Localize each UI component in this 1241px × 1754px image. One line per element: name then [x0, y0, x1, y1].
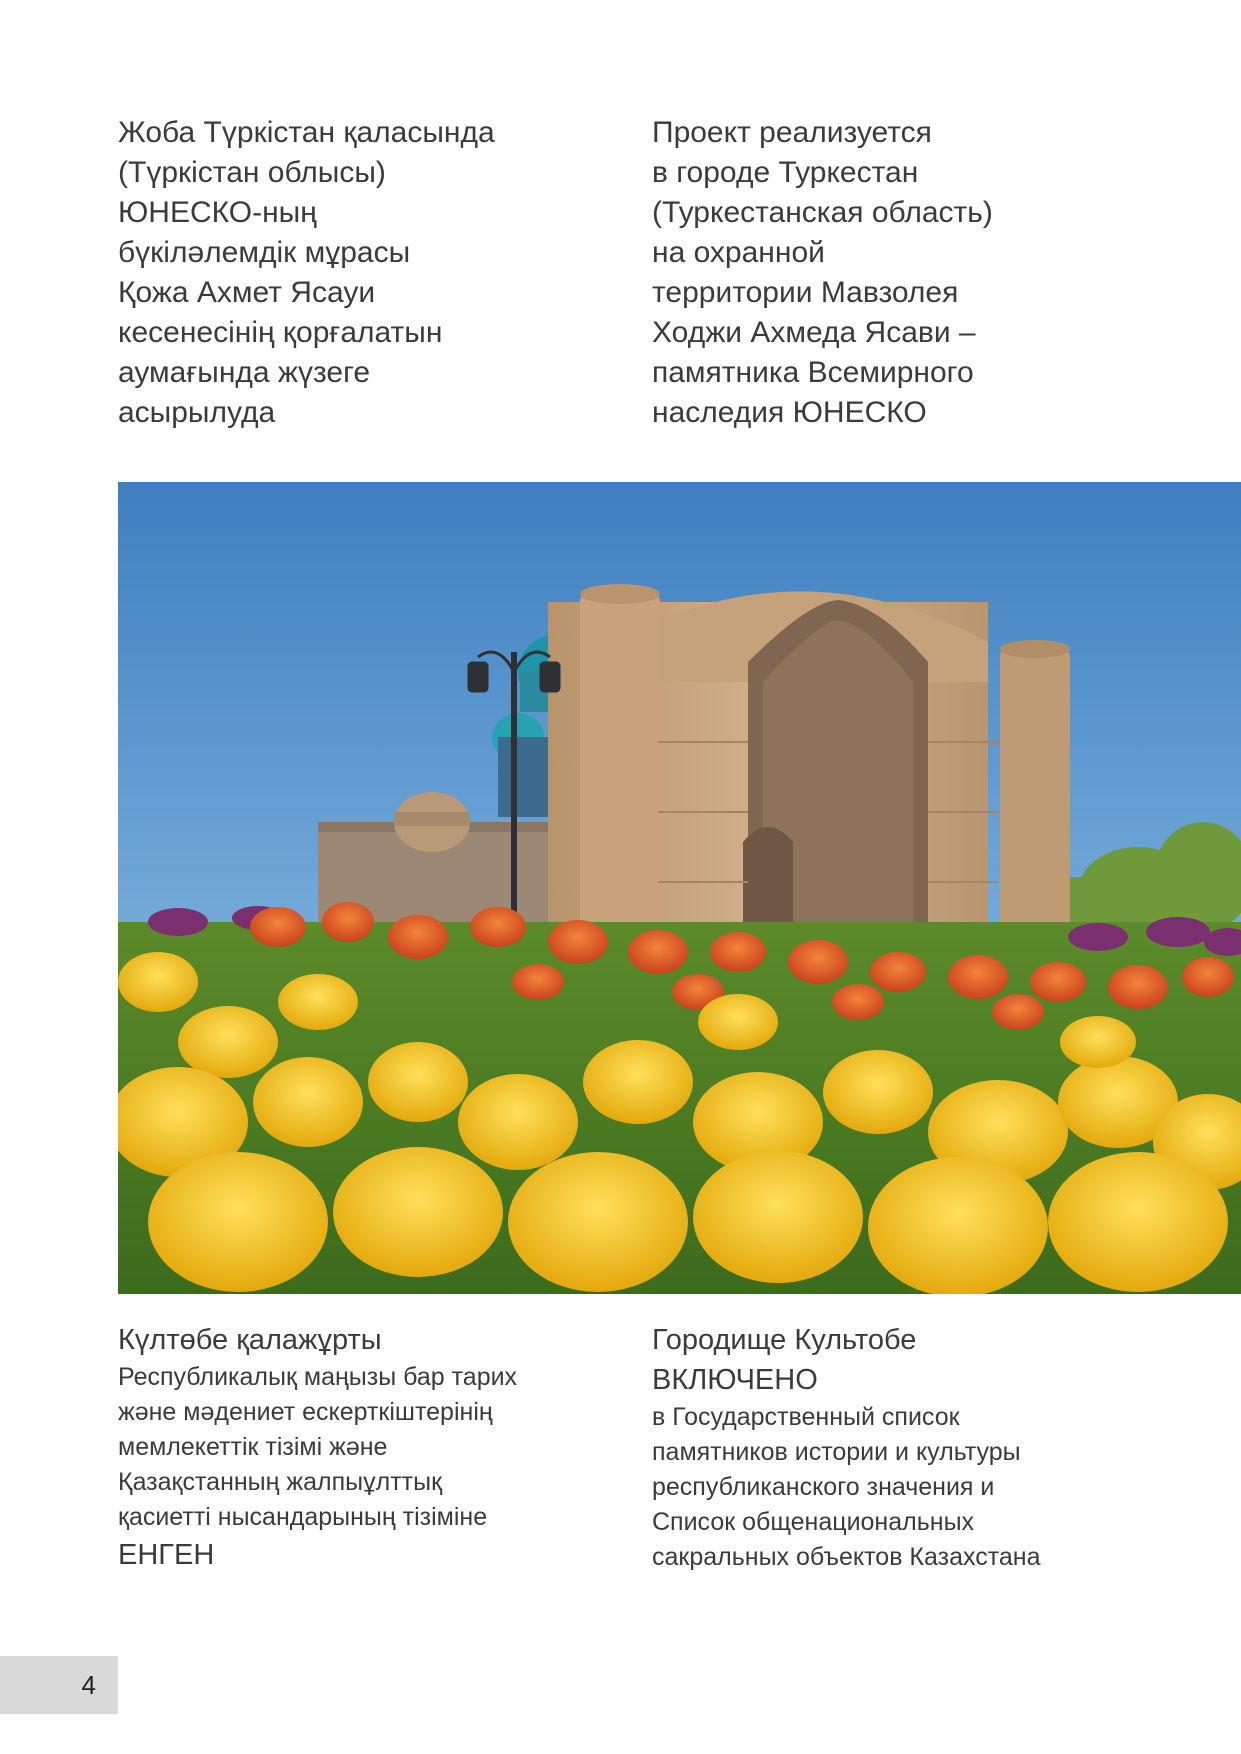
caption-kazakh-title: Күлтөбе қалажұрты: [118, 1324, 382, 1356]
caption-kazakh-body: Республикалық маңызы бар тарих және мәдениет ескерткіштерінің мемлекеттік тізімі және Қазақстанның жалпыұлттық қасиетті нысандарының тізіміне: [118, 1363, 518, 1531]
mausoleum-tulips-photo: [118, 482, 1241, 1294]
caption-kazakh-status: ЕНГЕН: [118, 1539, 215, 1571]
intro-text-russian: Проект реализуется в городе Туркестан (Туркестанская область) на охранной территории Мавзолея Ходжи Ахмеда Ясави – памятника Всемирного наследия ЮНЕСКО: [652, 116, 993, 429]
intro-text-kazakh: Жоба Түркістан қаласында (Түркістан облысы) ЮНЕСКО-ның бүкіләлемдік мұрасы Қожа Ахмет Ясауи кесенесінің қорғалатын аумағында жүзеге асырылуда: [118, 116, 495, 429]
caption-kazakh: [118, 1320, 618, 1575]
caption-russian-status: ВКЛЮЧЕНО: [652, 1364, 818, 1396]
page-number-tab: [0, 1656, 118, 1714]
caption-russian: [652, 1320, 1152, 1575]
caption-russian-title: Городище Культобе: [652, 1324, 917, 1356]
caption-russian-body: в Государственный список памятников истории и культуры республиканского значения и Список общенациональных сакральных объектов Казахстана: [652, 1403, 1041, 1571]
page-number: 4: [81, 1670, 96, 1700]
